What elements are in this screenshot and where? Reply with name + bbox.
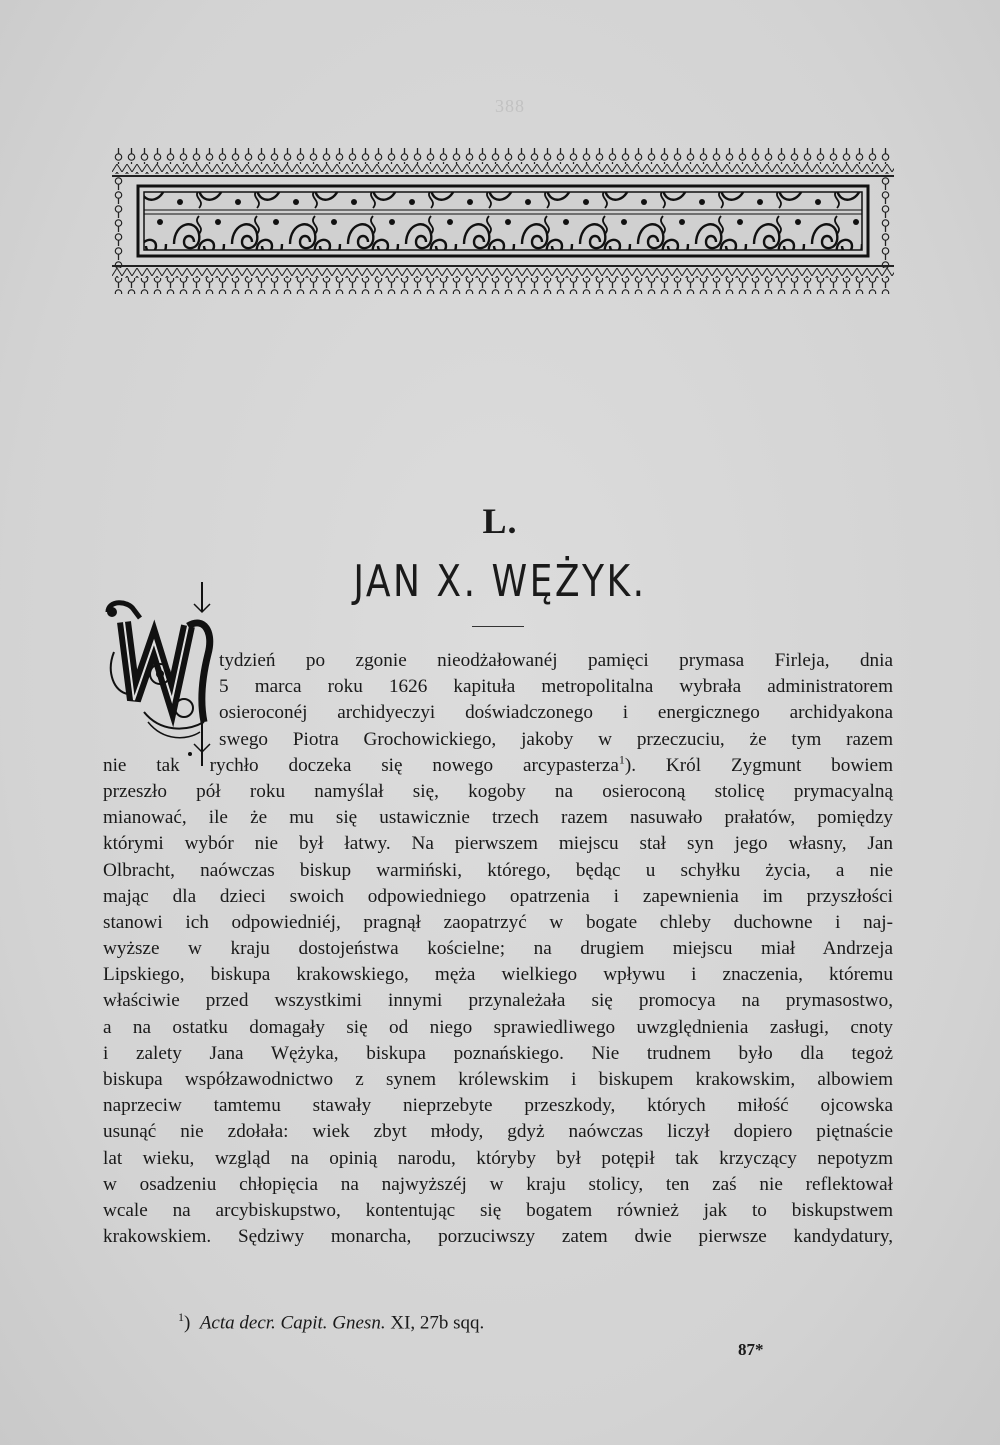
footnote-paren: ) bbox=[184, 1312, 191, 1334]
body-line: krakowskiem. Sędziwy monarcha, porzuciwszy zatem dwie pierwsze kandydatury, bbox=[103, 1226, 893, 1248]
chapter-title: JAN X. WĘŻYK. bbox=[353, 556, 647, 607]
footnote-mark: 1 bbox=[178, 1310, 184, 1324]
body-text bbox=[103, 648, 893, 1250]
body-line: 5 marca roku 1626 kapituła metropolitalna wybrała administratorem bbox=[219, 676, 893, 698]
body-line: mając dla dzieci swoich odpowiedniego opatrzenia i zapewnienia im przyszłości bbox=[103, 885, 893, 907]
printer-signature: 87* bbox=[738, 1340, 764, 1359]
ornamental-header-band bbox=[112, 148, 894, 294]
body-line: tydzień po zgonie nieodżałowanéj pamięci prymasa Firleja, dnia bbox=[219, 650, 893, 671]
body-line: właściwie przed wszystkimi innymi przynależała się promocya na prymasostwo, bbox=[103, 990, 893, 1012]
body-line: biskupa współzawodnictwo z synem królewskim i biskupem krakowskim, albowiem bbox=[103, 1069, 893, 1090]
body-line: a na ostatku domagały się od niego sprawiedliwego uwzględnienia zasługi, cnoty bbox=[103, 1016, 893, 1038]
chapter-number: L. bbox=[482, 501, 518, 541]
body-line-tail: ). Król Zygmunt bowiem bbox=[624, 754, 893, 776]
footnote-reference: 1 bbox=[618, 752, 625, 767]
body-line: w osadzeniu chłopięcia na najwyższéj w kraju stolicy, ten zaś nie reflektował bbox=[103, 1173, 893, 1195]
footnote-source: Acta decr. Capit. Gnesn. bbox=[199, 1312, 386, 1334]
body-line: mianować, ile że mu się ustawicznie trzech razem nasuwało prałatów, pomiędzy bbox=[103, 807, 893, 829]
body-line: Olbracht, naówczas biskup warmiński, którego, będąc u schyłku życia, a nie bbox=[103, 859, 893, 881]
body-line: stanowi ich odpowiedniéj, pragnął zaopatrzyć w bogate chleby duchowne i naj- bbox=[103, 911, 893, 933]
body-line-text: nie tak rychło doczeka się nowego arcypasterza bbox=[103, 754, 619, 776]
body-line: wcale na arcybiskupstwo, kontentując się bogatem również jak to biskupstwem bbox=[103, 1199, 893, 1221]
body-line: usunąć nie zdołała: wiek zbyt młody, gdyż naówczas liczył dopiero piętnaście bbox=[103, 1121, 893, 1143]
body-line: osieroconéj archidyeczyi doświadczonego i energicznego archidyakona bbox=[219, 702, 893, 724]
body-line: lat wieku, wzgląd na opinią narodu, któryby był potępił tak krzyczący nepotyzm bbox=[103, 1147, 893, 1169]
body-line: którymi wybór nie był łatwy. Na pierwszem miejscu stał syn jego własny, Jan bbox=[103, 833, 893, 855]
body-line: swego Piotra Grochowickiego, jakoby w przeczuciu, że tym razem bbox=[219, 728, 893, 750]
body-line: i zalety Jana Wężyka, biskupa poznańskiego. Nie trudnem było dla tegoż bbox=[103, 1042, 893, 1064]
title-rule bbox=[472, 626, 524, 627]
body-line: Lipskiego, biskupa krakowskiego, męża wielkiego wpływu i znaczenia, któremu bbox=[103, 964, 893, 986]
body-line: naprzeciw tamtemu stawały nieprzebyte przeszkody, których miłość ojcowska bbox=[103, 1095, 893, 1117]
body-line: wyższe w kraju dostojeństwa kościelne; na drugiem miejscu miał Andrzeja bbox=[103, 938, 893, 960]
body-line: przeszło pół roku namyślał się, kogoby na osieroconą stolicę prymacyalną bbox=[103, 780, 893, 802]
body-line-with-footnote-ref bbox=[103, 753, 893, 779]
faint-page-number: 388 bbox=[495, 96, 525, 116]
footnote-citation: XI, 27b sqq. bbox=[385, 1312, 485, 1334]
footnote bbox=[178, 1310, 484, 1334]
